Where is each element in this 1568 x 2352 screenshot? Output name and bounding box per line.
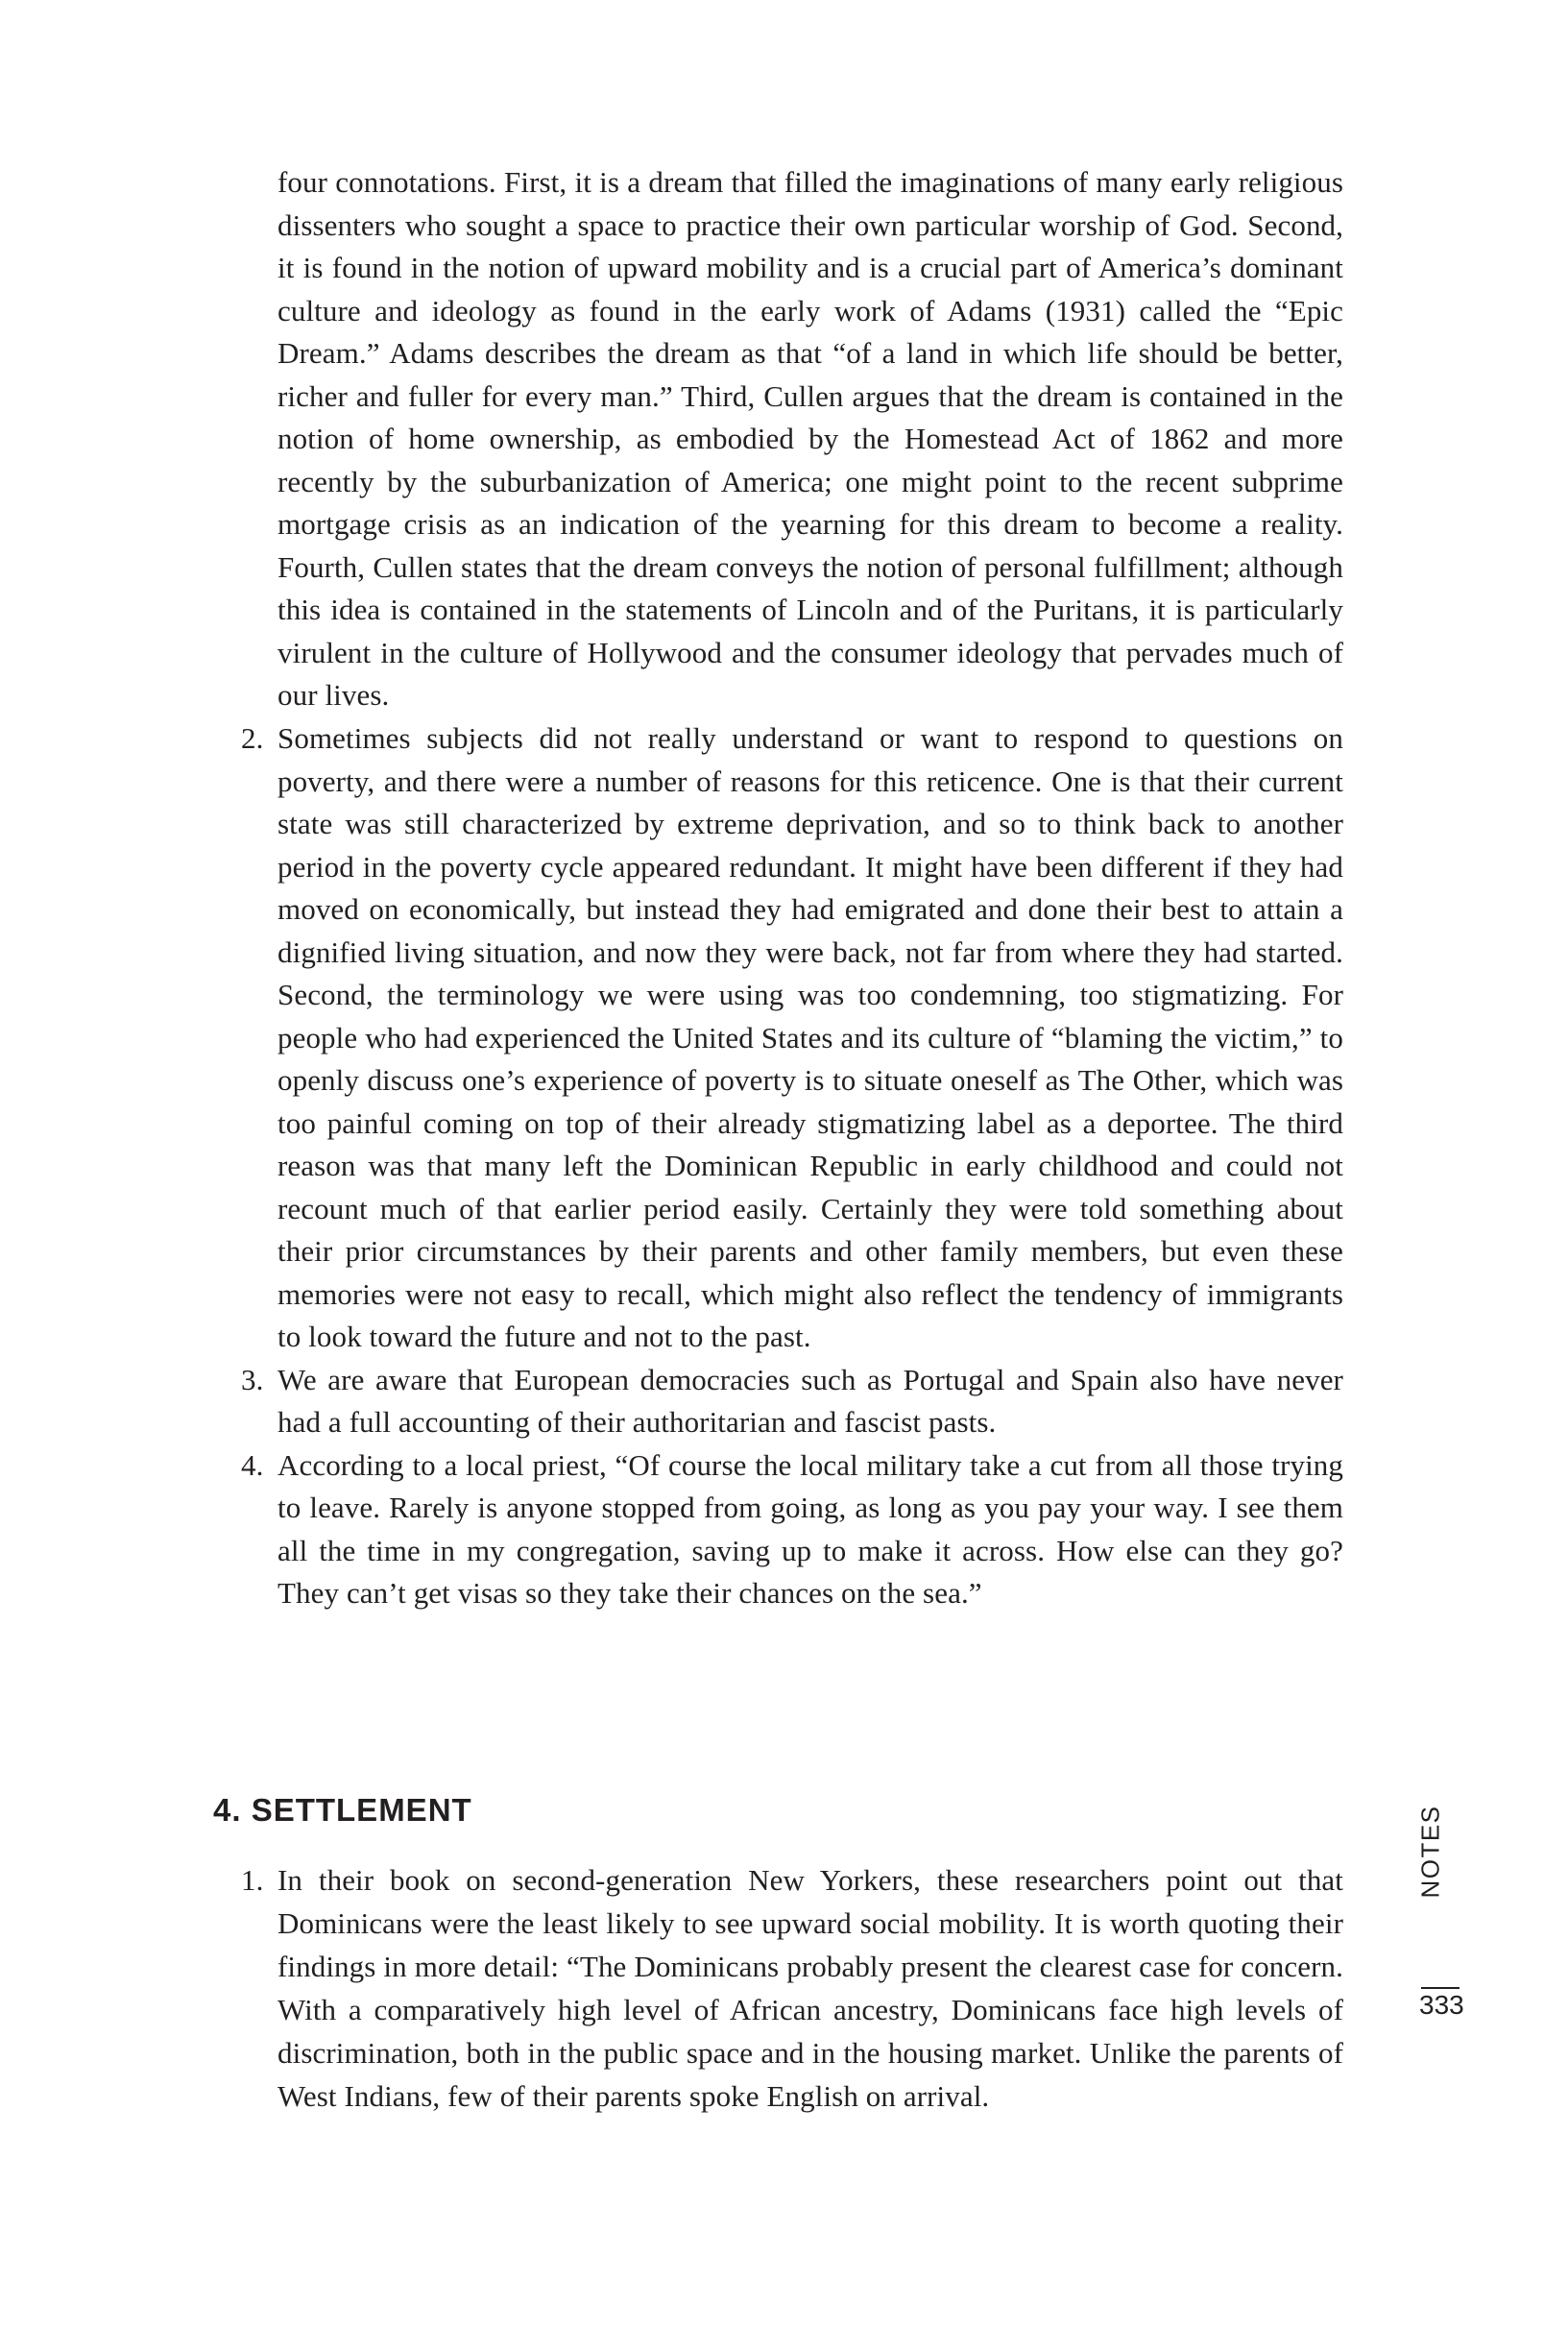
page-number: 333 bbox=[1419, 1990, 1464, 2020]
chapter-3-notes bbox=[241, 717, 1343, 1615]
section-tab bbox=[1415, 1805, 1446, 1899]
note-text: According to a local priest, “Of course the local military take a cut from all those trying to leave. Rarely is anyone stopped from going, as long as you pay your way. I see them all the time in my congregation, saving up to make it across. How else can they go? They can’t get visas so they take their chances on the sea.” bbox=[277, 1447, 1343, 1610]
chapter-4-notes bbox=[241, 1858, 1343, 2118]
note-continuation bbox=[277, 161, 1343, 717]
note-item bbox=[241, 1858, 1343, 2118]
note-item bbox=[241, 1359, 1343, 1444]
note-item bbox=[241, 717, 1343, 1359]
note-number: 2. bbox=[241, 721, 264, 755]
note-continuation-text: four connotations. First, it is a dream that filled the imaginations of many early religious dissenters who sought a space to practice their own particular worship of God. Second, it is found in the notion of upward mobility and is a crucial part of America’s dominant culture and ideology as found in the early work of Adams (1931) called the “Epic Dream.” Adams describes the dream as that “of a land in which life should be better, richer and fuller for every man.” Third, Cullen argues that the dream is contained in the notion of home ownership, as embodied by the Homestead Act of 1862 and more recently by the suburbanization of America; one might point to the recent subprime mortgage crisis as an indication of the yearning for this dream to become a reality. Fourth, Cullen states that the dream conveys the notion of personal fulfillment; although this idea is contained in the statements of Lincoln and of the Puritans, it is particularly virulent in the culture of Hollywood and the consumer ideology that pervades much of our lives. bbox=[277, 165, 1343, 712]
section-tab-label: NOTES bbox=[1415, 1805, 1445, 1899]
note-number: 1. bbox=[241, 1863, 264, 1897]
note-text: Sometimes subjects did not really understand or want to respond to questions on poverty, and there were a number of reasons for this reticence. One is that their current state was still characterized by extreme deprivation, and so to think back to another period in the poverty cycle appeared redundant. It might have been different if they had moved on economically, but instead they had emigrated and done their best to attain a dignified living situation, and now they were back, not far from where they had started. Second, the terminology we were using was too condemning, too stigmatizing. For people who had experienced the United States and its culture of “blaming the victim,” to openly discuss one’s experience of poverty is to situate oneself as The Other, which was too painful coming on top of their already stigmatizing label as a deportee. The third reason was that many left the Dominican Republic in early childhood and could not recount much of that earlier period easily. Certainly they were told something about their prior circumstances by their parents and other family members, but even these memories were not easy to recall, which might also reflect the tendency of immigrants to look toward the future and not to the past. bbox=[277, 721, 1343, 1353]
section-heading: 4. SETTLEMENT bbox=[213, 1792, 472, 1828]
note-text: We are aware that European democracies such as Portugal and Spain also have never had a full accounting of their authoritarian and fascist pasts. bbox=[277, 1362, 1343, 1439]
note-number: 4. bbox=[241, 1447, 264, 1482]
page-number-container bbox=[1419, 1986, 1464, 2025]
note-text: In their book on second-generation New Yorkers, these researchers point out that Dominicans were the least likely to see upward social mobility. It is worth quoting their findings in more detail: “The Dominicans probably present the clearest case for concern. With a comparatively high level of African ancestry, Dominicans face high levels of discrimination, both in the public space and in the housing market. Unlike the parents of West Indians, few of their parents spoke English on arrival. bbox=[277, 1863, 1343, 2113]
note-item bbox=[241, 1444, 1343, 1615]
note-number: 3. bbox=[241, 1362, 264, 1396]
